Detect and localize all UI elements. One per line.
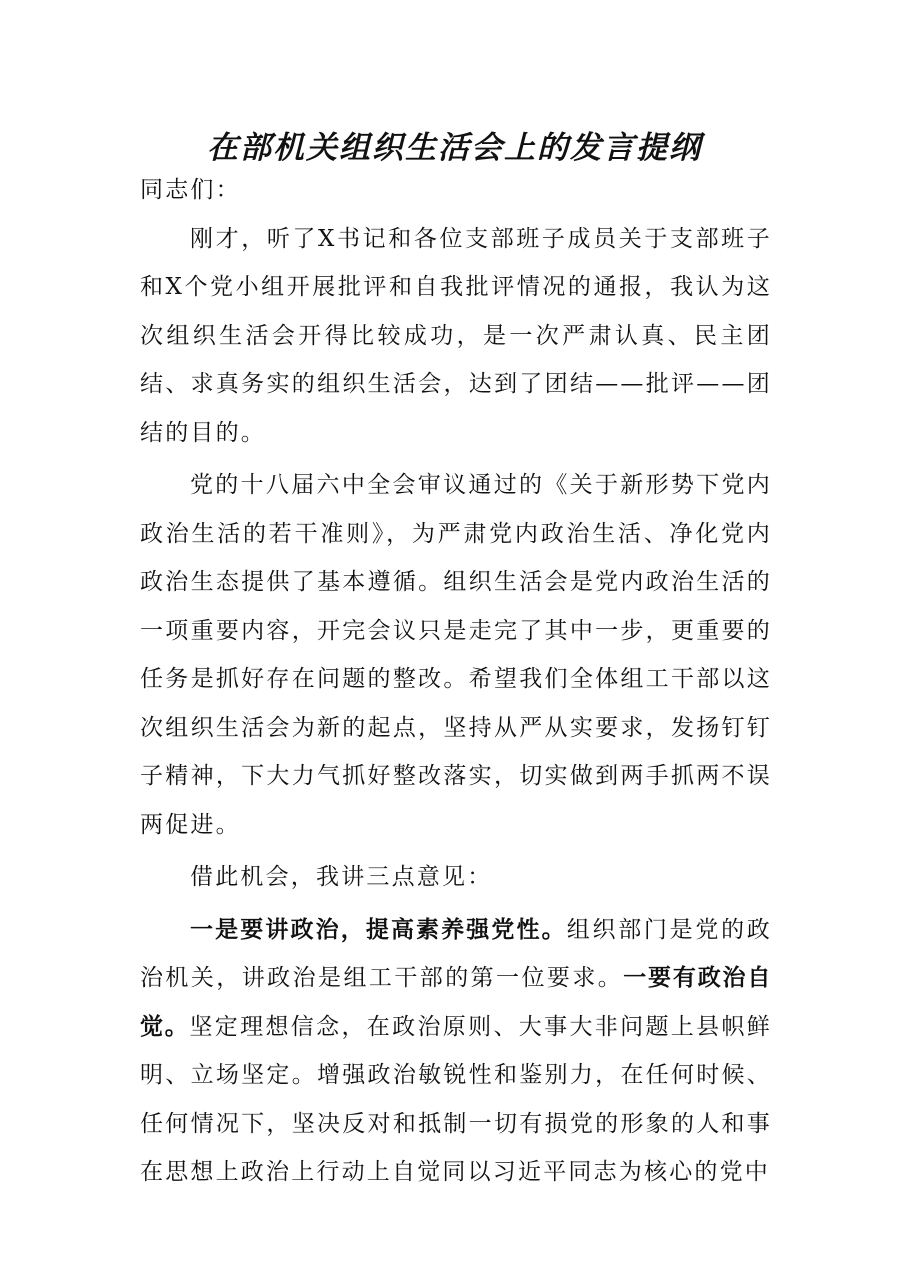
paragraph-1: 刚才，听了X书记和各位支部班子成员关于支部班子和X个党小组开展批评和自我批评情况的通报，我认为这次组织生活会开得比较成功，是一次严肃认真、民主团结、求真务实的组织生活会，达到了团结——批评——团结的目的。 (140, 225, 772, 446)
paragraph-point-1 (140, 906, 772, 1197)
paragraph-3: 借此机会，我讲三点意见： (190, 864, 493, 890)
point-1-subheading: 一要有政治自觉。 (140, 965, 772, 1040)
document-body (140, 166, 772, 1197)
document-title: 在部机关组织生活会上的发言提纲 (207, 130, 702, 166)
point-1-text-a: 组织部门是党的政治机关，讲政治是组工干部的第一位要求。 (140, 916, 773, 991)
salutation: 同志们： (140, 177, 241, 203)
paragraph-2: 党的十八届六中全会审议通过的《关于新形势下党内政治生活的若干准则》，为严肃党内政治生活、净化党内政治生态提供了基本遵循。组织生活会是党内政治生活的一项重要内容，开完会议只是走完了其中一步，更重要的任务是抓好存在问题的整改。希望我们全体组工干部以这次组织生活会为新的起点，坚持从严从实要求，发扬钉钉子精神，下大力气抓好整改落实，切实做到两手抓两不误两促进。 (140, 472, 772, 838)
point-1-text-b: 坚定理想信念，在政治原则、大事大非问题上县帜鲜明、立场坚定。增强政治敏锐性和鉴别力，在任何时候、任何情况下，坚决反对和抵制一切有损党的形象的人和事在思想上政治上行动上自觉同以习近平同志为核心的党中 (140, 1013, 772, 1185)
point-1-heading: 一是要讲政治，提高素养强党性。 (190, 916, 567, 943)
